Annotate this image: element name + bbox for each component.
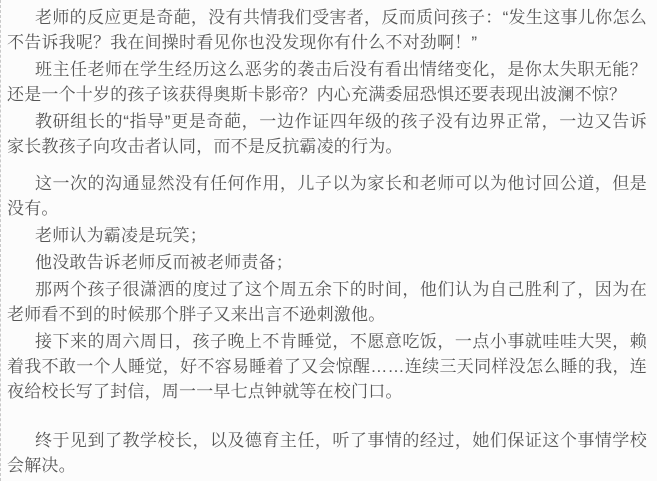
paragraph: 他没敢告诉老师反而被老师责备； bbox=[35, 253, 293, 272]
paragraph: 教研组长的“指导”更是奇葩，一边作证四年级的孩子没有边界正常，一边又告诉家长教孩子向攻击者认同，而不是反抗霸凌的行为。 bbox=[7, 112, 647, 156]
paragraph: 老师认为霸凌是玩笑； bbox=[35, 226, 207, 245]
paragraph: 这一次的沟通显然没有任何作用，儿子以为家长和老师可以为他讨回公道，但是没有。 bbox=[7, 174, 647, 218]
paragraph: 接下来的周六周日，孩子晚上不肯睡觉，不愿意吃饭，一点小事就哇哇大哭，赖着我不敢一个人睡觉，好不容易睡着了又会惊醒……连续三天同样没怎么睡的我，连夜给校长写了封信，周一一早七点钟就等在校门口。 bbox=[7, 332, 647, 401]
paragraph: 班主任老师在学生经历这么恶劣的袭击后没有看出情绪变化，是你太失职无能？还是一个十岁的孩子该获得奥斯卡影帝？内心充满委屈恐惧还要表现出波澜不惊？ bbox=[7, 60, 647, 104]
paragraph: 老师的反应更是奇葩，没有共情我们受害者，反而质问孩子：“发生这事儿你怎么不告诉我呢？我在间操时看见你也没发现你有什么不对劲啊！” bbox=[7, 8, 647, 52]
paragraph: 那两个孩子很潇洒的度过了这个周五余下的时间，他们认为自己胜利了，因为在老师看不到的时候那个胖子又来出言不逊刺激他。 bbox=[7, 280, 647, 324]
paragraph: 终于见到了教学校长，以及德育主任，听了事情的经过，她们保证这个事情学校会解决。 bbox=[7, 431, 647, 475]
article-body bbox=[1, 0, 657, 481]
